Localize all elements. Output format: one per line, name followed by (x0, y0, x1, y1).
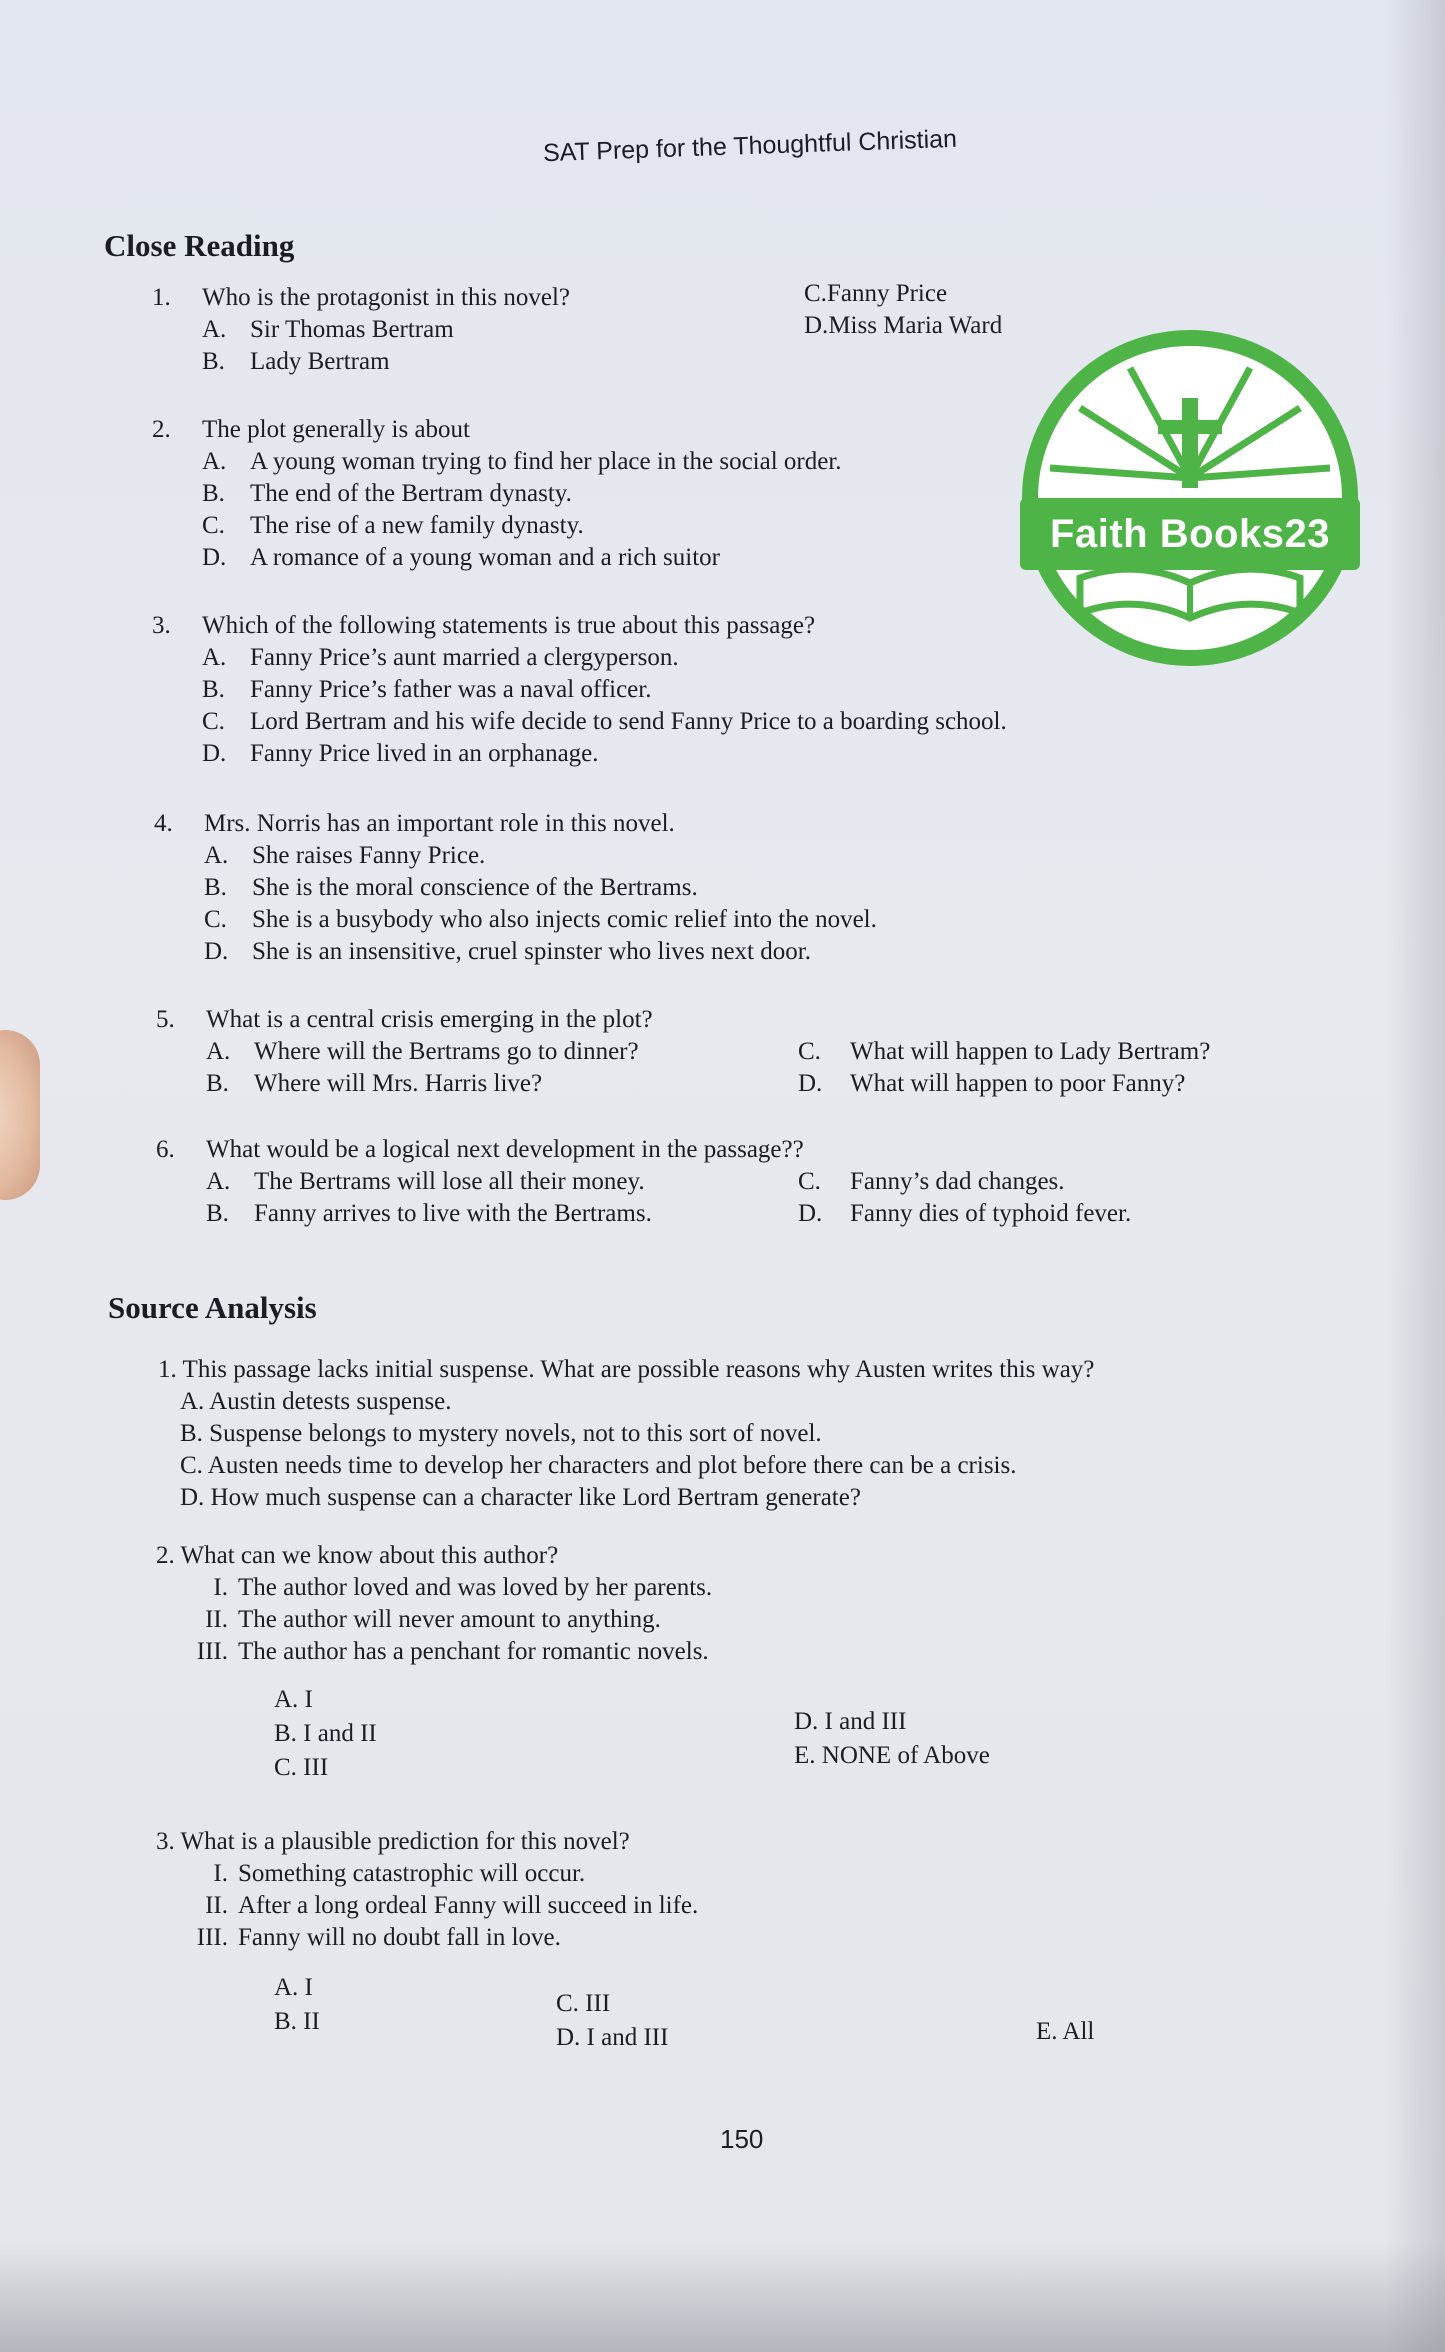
statement-2: II. After a long ordeal Fanny will succeed in life. (205, 1892, 699, 1919)
option-d: D. How much suspense can a character like Lord Bertram generate? (180, 1484, 861, 1511)
option-c: C. Lord Bertram and his wife decide to send Fanny Price to a boarding school. (202, 708, 1007, 735)
option-c: C.Fanny Price (804, 280, 948, 307)
statement-1: I. Something catastrophic will occur. (213, 1860, 586, 1887)
option-c: C. Fanny’s dad changes. (798, 1168, 1065, 1195)
page-shadow (0, 2242, 1445, 2352)
question-1: 1. Who is the protagonist in this novel? A. Sir Thomas Bertram C.Fanny Price B. Lady Bertram D.Miss Maria Ward (152, 280, 1003, 375)
option-d: D. Fanny dies of typhoid fever. (798, 1200, 1132, 1227)
choice-b: B. I and II (274, 1720, 377, 1747)
analysis-question-3-stem: 3. What is a plausible prediction for this novel? (156, 1828, 630, 1855)
choice-c: C. III (274, 1754, 329, 1781)
statement-3: III. Fanny will no doubt fall in love. (196, 1924, 561, 1951)
option-b: B. She is the moral conscience of the Bertrams. (204, 874, 698, 901)
statement-2: II. The author will never amount to anything. (205, 1606, 661, 1633)
thumb (0, 1030, 40, 1200)
analysis-question-3 (156, 1826, 1095, 2062)
option-b: B. Fanny Price’s father was a naval officer. (202, 676, 652, 703)
question-2: 2. The plot generally is about A. A young woman trying to find her place in the social order. B. The end of the Bertram dynasty. C. The rise of a new family dynasty. D. A romance of a young woman and a rich suitor (152, 414, 842, 574)
option-d: D. She is an insensitive, cruel spinster who lives next door. (204, 938, 811, 965)
option-d: D.Miss Maria Ward (804, 312, 1003, 339)
choice-c: C. III (556, 1990, 611, 2017)
statement-3: III. The author has a penchant for romantic novels. (196, 1638, 709, 1665)
option-a: A. Where will the Bertrams go to dinner? (206, 1038, 639, 1065)
page-number: 150 (720, 2124, 764, 2154)
faith-books-logo (1020, 328, 1360, 668)
option-b: B. Lady Bertram (202, 348, 390, 375)
option-c: C. What will happen to Lady Bertram? (798, 1038, 1211, 1065)
option-c: C. Austen needs time to develop her characters and plot before there can be a crisis. (180, 1452, 1017, 1479)
option-c: C. The rise of a new family dynasty. (202, 512, 584, 539)
question-1-stem: Who is the protagonist in this novel? (202, 284, 571, 311)
choice-a: A. I (274, 1974, 313, 2001)
option-b: B. Fanny arrives to live with the Bertrams. (206, 1200, 652, 1227)
question-3-stem: Which of the following statements is true about this passage? (202, 612, 816, 639)
choice-e: E. All (1036, 2018, 1095, 2045)
choice-e: E. NONE of Above (794, 1742, 990, 1769)
option-d: D. A romance of a young woman and a rich suitor (202, 544, 721, 571)
analysis-question-1-stem: 1. This passage lacks initial suspense. What are possible reasons why Austen writes this way? (158, 1356, 1095, 1383)
option-b: B. The end of the Bertram dynasty. (202, 480, 572, 507)
analysis-question-2 (156, 1540, 990, 1794)
question-5-stem: What is a central crisis emerging in the plot? (206, 1006, 653, 1033)
option-c: C. She is a busybody who also injects comic relief into the novel. (204, 906, 877, 933)
question-5: 5. What is a central crisis emerging in the plot? A. Where will the Bertrams go to dinner? C. What will happen to Lady Bertram? B. Where will Mrs. Harris live? D. What will happen to poor Fanny? (156, 1004, 653, 1100)
option-d: D. What will happen to poor Fanny? (798, 1070, 1186, 1097)
option-a: A. The Bertrams will lose all their money. (206, 1168, 645, 1195)
choice-b: B. II (274, 2008, 320, 2035)
logo-banner: Faith Books23 (1020, 498, 1360, 570)
section-title-source-analysis: Source Analysis (108, 1290, 317, 1325)
choice-d: D. I and III (794, 1708, 907, 1735)
option-a: A. She raises Fanny Price. (204, 842, 486, 869)
analysis-question-2-stem: 2. What can we know about this author? (156, 1542, 559, 1569)
section-title-close-reading: Close Reading (104, 228, 295, 263)
option-a: A. Austin detests suspense. (180, 1388, 452, 1415)
question-2-stem: The plot generally is about (202, 416, 470, 443)
question-3: 3. Which of the following statements is true about this passage? A. Fanny Price’s aunt married a clergyperson. B. Fanny Price’s father was a naval officer. C. Lord Bertram and his wife decide to send Fanny Price to a boarding school. D. Fanny Price lived in an orphanage. (152, 610, 1007, 770)
running-head: SAT Prep for the Thoughtful Christian (542, 124, 958, 168)
option-b: B. Suspense belongs to mystery novels, not to this sort of novel. (180, 1420, 822, 1447)
option-d: D. Fanny Price lived in an orphanage. (202, 740, 599, 767)
option-a: A. Sir Thomas Bertram (202, 316, 454, 343)
question-6: 6. What would be a logical next development in the passage?? A. The Bertrams will lose all their money. C. Fanny’s dad changes. B. Fanny arrives to live with the Bertrams. D. Fanny dies of typhoid fever. (156, 1134, 804, 1230)
statement-1: I. The author loved and was loved by her parents. (213, 1574, 713, 1601)
question-4-stem: Mrs. Norris has an important role in this novel. (204, 810, 675, 837)
analysis-question-1 (158, 1354, 1094, 1514)
choice-a: A. I (274, 1686, 313, 1713)
question-4: 4. Mrs. Norris has an important role in this novel. A. She raises Fanny Price. B. She is the moral conscience of the Bertrams. C. She is a busybody who also injects comic relief into the novel. D. She is an insensitive, cruel spinster who lives next door. (154, 808, 877, 968)
option-a: A. Fanny Price’s aunt married a clergyperson. (202, 644, 679, 671)
option-b: B. Where will Mrs. Harris live? (206, 1070, 543, 1097)
option-a: A. A young woman trying to find her place in the social order. (202, 448, 842, 475)
choice-d: D. I and III (556, 2024, 669, 2051)
question-6-stem: What would be a logical next development in the passage?? (206, 1136, 804, 1163)
